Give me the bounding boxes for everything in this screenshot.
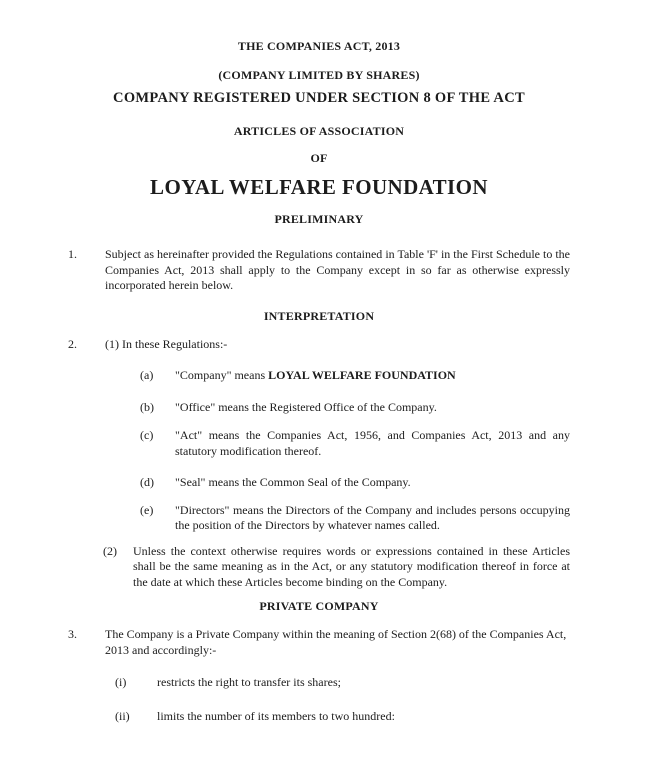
definition-label-a: (a)	[140, 368, 154, 382]
clause-1-number: 1.	[68, 247, 77, 261]
definition-item-d	[0, 475, 658, 491]
section-heading-preliminary: PRELIMINARY	[274, 212, 364, 226]
definition-label-e: (e)	[140, 502, 154, 517]
section-heading-private-company: PRIVATE COMPANY	[259, 599, 379, 613]
subclause-2	[0, 544, 658, 591]
clause-3-item-ii	[0, 709, 658, 725]
clause-3-item-ii-text: limits the number of its members to two hundred:	[157, 708, 395, 723]
definition-item-c	[0, 428, 658, 459]
clause-2-number: 2.	[68, 336, 77, 351]
definition-text-d: "Seal" means the Common Seal of the Company.	[175, 475, 411, 489]
definition-item-a	[0, 368, 658, 384]
header-doc-type: ARTICLES OF ASSOCIATION	[233, 124, 405, 138]
definition-item-e	[0, 503, 658, 534]
definition-label-c: (c)	[140, 428, 154, 442]
definition-label-d: (d)	[140, 475, 154, 489]
definition-text-b: "Office" means the Registered Office of the Company.	[175, 399, 437, 414]
header-of-label: OF	[310, 151, 328, 165]
section-heading-interpretation: INTERPRETATION	[263, 308, 375, 323]
clause-3-item-i-label: (i)	[115, 675, 127, 689]
clause-1-text: Subject as hereinafter provided the Regulations contained in Table 'F' in the First Schedule to the Companies Act, 2013 shall apply to the Company except in so far as otherwise expressly incorporated herein below.	[105, 247, 570, 292]
header-act-title: THE COMPANIES ACT, 2013	[237, 39, 401, 53]
subclause-2-text: Unless the context otherwise requires words or expressions contained in these Articles shall be the same meaning as in the Act, or any statutory modification thereof in force at the date at which these Articles become binding on the Company.	[133, 543, 570, 589]
subclause-2-label: (2)	[103, 543, 117, 558]
definition-label-b: (b)	[140, 399, 154, 414]
definition-item-b	[0, 400, 658, 416]
clause-3-text: The Company is a Private Company within the meaning of Section 2(68) of the Companies Act, 2013 and accordingly:-	[105, 627, 567, 657]
definition-text-e: "Directors" means the Directors of the Company and includes persons occupying the position of the Directors by whatever names called.	[175, 502, 570, 532]
definition-text-c: "Act" means the Companies Act, 1956, and Companies Act, 2013 and any statutory modification thereof.	[175, 428, 570, 458]
clause-3-item-ii-label: (ii)	[115, 708, 130, 723]
clause-2	[0, 337, 658, 353]
definition-text-a-company-name: LOYAL WELFARE FOUNDATION	[268, 368, 456, 382]
clause-1	[0, 247, 658, 294]
clause-3	[0, 627, 658, 658]
header-company-type: (COMPANY LIMITED BY SHARES)	[218, 68, 420, 82]
clause-3-item-i-text: restricts the right to transfer its shares;	[157, 675, 341, 689]
header-registration: COMPANY REGISTERED UNDER SECTION 8 OF THE ACT	[113, 90, 525, 106]
definition-text-a	[175, 368, 570, 384]
clause-3-item-i	[0, 675, 658, 691]
clause-2-sub1-intro: (1) In these Regulations:-	[105, 336, 228, 351]
company-name-title: LOYAL WELFARE FOUNDATION	[150, 175, 488, 199]
definition-text-a-prefix: "Company" means	[175, 368, 269, 382]
clause-3-number: 3.	[68, 627, 77, 641]
